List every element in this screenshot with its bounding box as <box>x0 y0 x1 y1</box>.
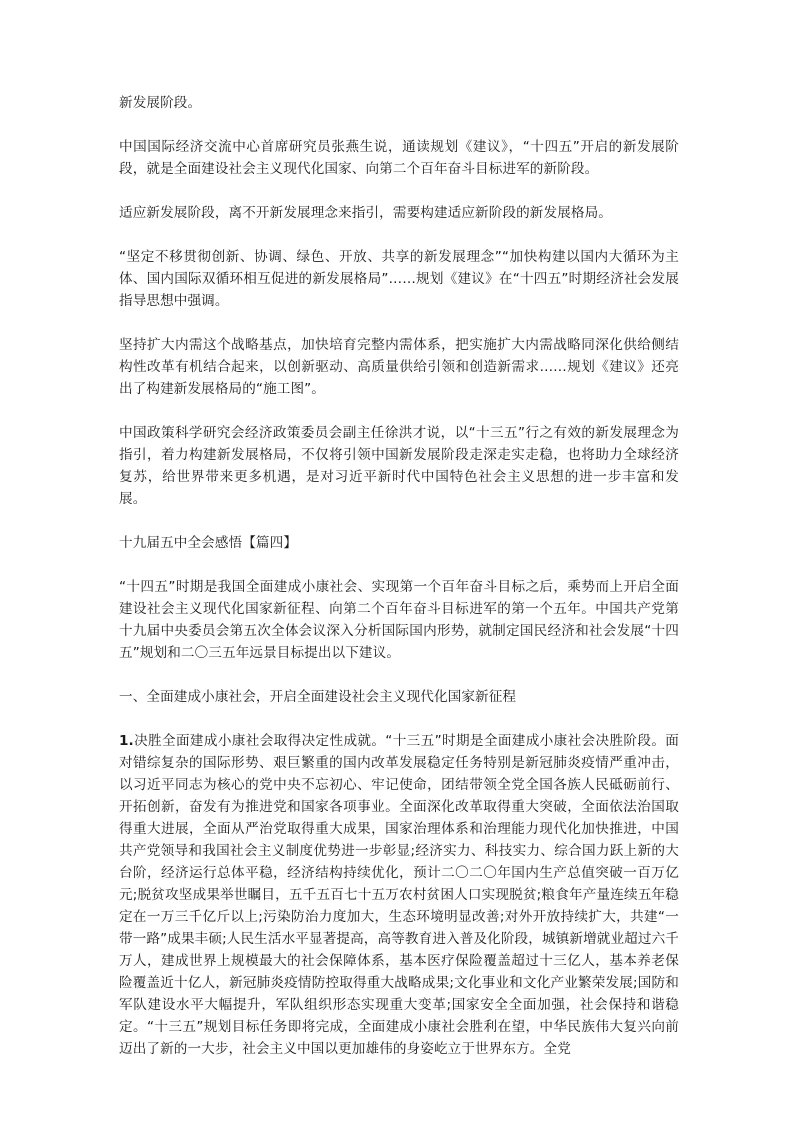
item-number: 1. <box>119 733 134 749</box>
paragraph-zhang-yansheng: 中国国际经济交流中心首席研究员张燕生说，通读规划《建议》，“十四五”开启的新发展阶段，就是全面建设社会主义现代化国家、向第二个百年奋斗目标进军的新阶段。 <box>119 139 679 177</box>
paragraph-domestic-demand: 坚持扩大内需这个战略基点，加快培育完整内需体系，把实施扩大内需战略同深化供给侧结构性改革有机结合起来，以创新驱动、高质量供给引领和创造新需求……规划《建议》还亮出了构建新发展格局的“施工图”。 <box>119 337 679 397</box>
document-body <box>119 92 679 1060</box>
paragraph-new-pattern: 适应新发展阶段，离不开新发展理念来指引，需要构建适应新阶段的新发展格局。 <box>119 205 612 221</box>
paragraph-xu-hongcai: 中国政策科学研究会经济政策委员会副主任徐洪才说，以“十三五”行之有效的新发展理念为指引，着力构建新发展格局，不仅将引领中国新发展阶段走深走实走稳，也将助力全球经济复苏，给世界带来更多机遇，是对习近平新时代中国特色社会主义思想的进一步丰富和发展。 <box>119 425 679 507</box>
section-heading-part-four: 十九届五中全会感悟【篇四】 <box>119 535 298 551</box>
section-heading-chapter-one: 一、全面建成小康社会，开启全面建设社会主义现代化国家新征程 <box>119 689 517 705</box>
paragraph-guiding-ideology: “坚定不移贯彻创新、协调、绿色、开放、共享的新发展理念”“加快构建以国内大循环为主体、国内国际双循环相互促进的新发展格局”……规划《建议》在“十四五”时期经济社会发展指导思想中强调。 <box>119 249 679 309</box>
paragraph-fourteenth-five-year: “十四五”时期是我国全面建成小康社会、实现第一个百年奋斗目标之后，乘势而上开启全面建设社会主义现代化国家新征程、向第二个百年奋斗目标进军的第一个五年。中国共产党第十九届中央委员会第五次全体会议深入分析国际国内形势，就制定国民经济和社会发展“十四五”规划和二〇三五年远景目标提出以下建议。 <box>119 579 679 661</box>
paragraph-decisive-achievements <box>119 730 679 1060</box>
paragraph-decisive-achievements-text: 决胜全面建成小康社会取得决定性成就。“十三五”时期是全面建成小康社会决胜阶段。面对错综复杂的国际形势、艰巨繁重的国内改革发展稳定任务特别是新冠肺炎疫情严重冲击，以习近平同志为核心的党中央不忘初心、牢记使命，团结带领全党全国各族人民砥砺前行、开拓创新，奋发有为推进党和国家各项事业。全面深化改革取得重大突破，全面依法治国取得重大进展，全面从严治党取得重大成果，国家治理体系和治理能力现代化加快推进，中国共产党领导和我国社会主义制度优势进一步彰显;经济实力、科技实力、综合国力跃上新的大台阶，经济运行总体平稳，经济结构持续优化，预计二〇二〇年国内生产总值突破一百万亿元;脱贫攻坚成果举世瞩目，五千五百七十五万农村贫困人口实现脱贫;粮食年产量连续五年稳定在一万三千亿斤以上;污染防治力度加大，生态环境明显改善;对外开放持续扩大，共建“一带一路”成果丰硕;人民生活水平显著提高，高等教育进入普及化阶段，城镇新增就业超过六千万人，建成世界上规模最大的社会保障体系，基本医疗保险覆盖超过十三亿人，基本养老保险覆盖近十亿人，新冠肺炎疫情防控取得重大战略成果;文化事业和文化产业繁荣发展;国防和军队建设水平大幅提升，军队组织形态实现重大变革;国家安全全面加强，社会保持和谐稳定。“十三五”规划目标任务即将完成，全面建成小康社会胜利在望，中华民族伟大复兴向前迈出了新的一大步，社会主义中国以更加雄伟的身姿屹立于世界东方。全党 <box>119 733 679 1057</box>
paragraph-new-stage: 新发展阶段。 <box>119 95 202 111</box>
